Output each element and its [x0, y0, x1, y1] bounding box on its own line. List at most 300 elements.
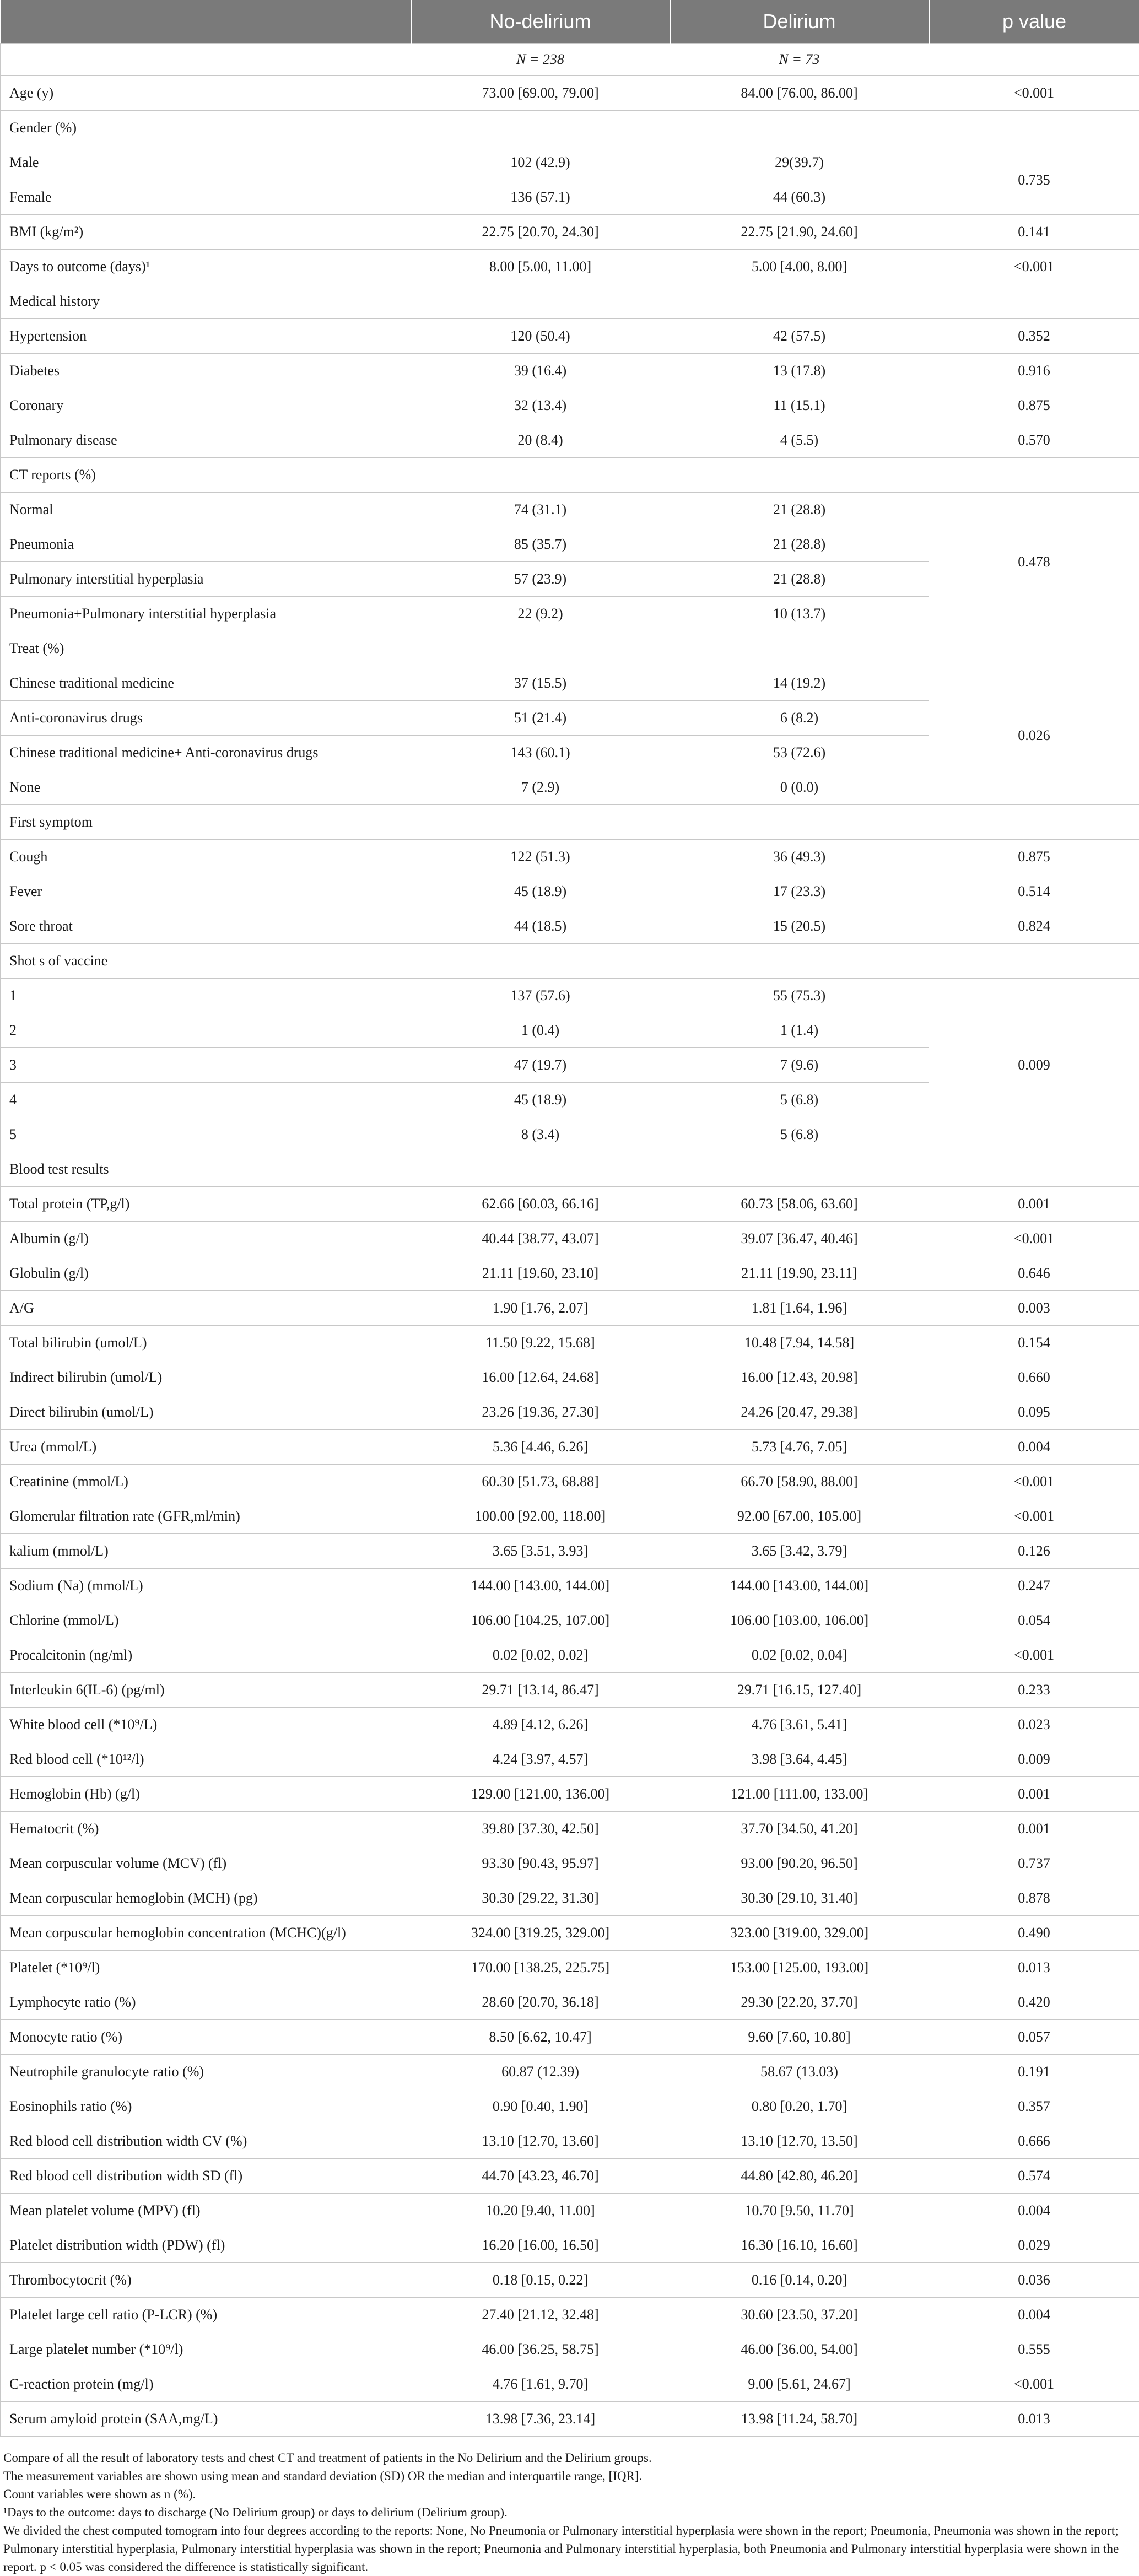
no-delirium-value: 40.44 [38.77, 43.07]	[411, 1222, 670, 1256]
no-delirium-value: 5.36 [4.46, 6.26]	[411, 1430, 670, 1465]
p-value: <0.001	[929, 250, 1139, 284]
no-delirium-value: 27.40 [21.12, 32.48]	[411, 2298, 670, 2332]
row-label: BMI (kg/m²)	[1, 215, 411, 250]
no-delirium-value: 60.30 [51.73, 68.88]	[411, 1465, 670, 1499]
delirium-value: 0.16 [0.14, 0.20]	[670, 2263, 929, 2298]
delirium-value: 9.00 [5.61, 24.67]	[670, 2367, 929, 2402]
row-label: Urea (mmol/L)	[1, 1430, 411, 1465]
no-delirium-value: 100.00 [92.00, 118.00]	[411, 1499, 670, 1534]
no-delirium-value: 28.60 [20.70, 36.18]	[411, 1985, 670, 2020]
delirium-value: 13 (17.8)	[670, 354, 929, 388]
no-delirium-value: 122 (51.3)	[411, 840, 670, 874]
p-value: 0.003	[929, 1291, 1139, 1326]
row-label: Chinese traditional medicine+ Anti-coronavirus drugs	[1, 736, 411, 770]
row-label: Indirect bilirubin (umol/L)	[1, 1360, 411, 1395]
p-value: 0.001	[929, 1187, 1139, 1222]
p-value: 0.054	[929, 1603, 1139, 1638]
p-value: 0.357	[929, 2089, 1139, 2124]
header-variable	[1, 0, 411, 44]
no-delirium-value: 10.20 [9.40, 11.00]	[411, 2194, 670, 2228]
table-row	[1, 215, 1139, 250]
p-value: 0.737	[929, 1846, 1139, 1881]
row-label: Red blood cell distribution width SD (fl)	[1, 2159, 411, 2194]
delirium-value: 92.00 [67.00, 105.00]	[670, 1499, 929, 1534]
delirium-value: 1 (1.4)	[670, 1013, 929, 1048]
no-delirium-value: 37 (15.5)	[411, 666, 670, 701]
delirium-value: 3.98 [3.64, 4.45]	[670, 1742, 929, 1777]
row-label: Sodium (Na) (mmol/L)	[1, 1569, 411, 1603]
p-value: 0.004	[929, 2194, 1139, 2228]
sample-size-p	[929, 44, 1139, 76]
delirium-value: 84.00 [76.00, 86.00]	[670, 76, 929, 111]
no-delirium-value: 22.75 [20.70, 24.30]	[411, 215, 670, 250]
p-value: 0.666	[929, 2124, 1139, 2159]
no-delirium-value: 23.26 [19.36, 27.30]	[411, 1395, 670, 1430]
row-label: Glomerular filtration rate (GFR,ml/min)	[1, 1499, 411, 1534]
p-value: 0.514	[929, 874, 1139, 909]
table-row	[1, 2402, 1139, 2437]
row-label: Pneumonia+Pulmonary interstitial hyperplasia	[1, 597, 411, 631]
no-delirium-value: 21.11 [19.60, 23.10]	[411, 1256, 670, 1291]
row-label: Cough	[1, 840, 411, 874]
row-label: Pulmonary interstitial hyperplasia	[1, 562, 411, 597]
table-row	[1, 909, 1139, 944]
no-delirium-value: 136 (57.1)	[411, 180, 670, 215]
p-value: 0.570	[929, 423, 1139, 458]
row-label: Mean platelet volume (MPV) (fl)	[1, 2194, 411, 2228]
sample-size-row	[1, 44, 1139, 76]
delirium-value: 55 (75.3)	[670, 979, 929, 1013]
row-label: Diabetes	[1, 354, 411, 388]
row-label: Pulmonary disease	[1, 423, 411, 458]
delirium-value: 4.76 [3.61, 5.41]	[670, 1708, 929, 1742]
p-value: 0.001	[929, 1777, 1139, 1812]
table-row	[1, 1777, 1139, 1812]
no-delirium-value: 102 (42.9)	[411, 145, 670, 180]
delirium-value: 66.70 [58.90, 88.00]	[670, 1465, 929, 1499]
row-label: Serum amyloid protein (SAA,mg/L)	[1, 2402, 411, 2437]
table-row	[1, 1708, 1139, 1742]
p-value: 0.878	[929, 1881, 1139, 1916]
row-label: kalium (mmol/L)	[1, 1534, 411, 1569]
delirium-value: 3.65 [3.42, 3.79]	[670, 1534, 929, 1569]
p-value: 0.735	[929, 145, 1139, 215]
no-delirium-value: 4.24 [3.97, 4.57]	[411, 1742, 670, 1777]
delirium-value: 53 (72.6)	[670, 736, 929, 770]
row-label: Normal	[1, 493, 411, 527]
no-delirium-value: 13.10 [12.70, 13.60]	[411, 2124, 670, 2159]
delirium-value: 58.67 (13.03)	[670, 2055, 929, 2089]
row-label: Red blood cell distribution width CV (%)	[1, 2124, 411, 2159]
p-value: 0.057	[929, 2020, 1139, 2055]
no-delirium-value: 106.00 [104.25, 107.00]	[411, 1603, 670, 1638]
note-5: We divided the chest computed tomogram into four degrees according to the reports: None, No Pneumonia or Pulmonary interstitial hyperplasia were shown in the report; Pneumonia, Pneumonia was shown in the report; Pulmonary interstitial hyperplasia, Pulmonary interstitial hyperplasia was shown in the report; Pneumonia and Pulmonary interstitial hyperplasia, both Pneumonia and Pulmonary interstitial hyperplasia were shown in the report. p < 0.05 was considered the difference is statistically significant.	[3, 2521, 1136, 2576]
p-value: 0.490	[929, 1916, 1139, 1951]
p-value: 0.875	[929, 388, 1139, 423]
table-row	[1, 319, 1139, 354]
delirium-value: 10.48 [7.94, 14.58]	[670, 1326, 929, 1360]
no-delirium-value: 39 (16.4)	[411, 354, 670, 388]
table-row	[1, 1256, 1139, 1291]
row-label: Female	[1, 180, 411, 215]
table-row	[1, 1187, 1139, 1222]
table-row	[1, 2124, 1139, 2159]
delirium-value: 29.30 [22.20, 37.70]	[670, 1985, 929, 2020]
row-label: Male	[1, 145, 411, 180]
section-p-empty	[929, 1152, 1139, 1187]
no-delirium-value: 51 (21.4)	[411, 701, 670, 736]
p-value: 0.009	[929, 1742, 1139, 1777]
row-label: Red blood cell (*10¹²/l)	[1, 1742, 411, 1777]
no-delirium-value: 44.70 [43.23, 46.70]	[411, 2159, 670, 2194]
p-value: 0.420	[929, 1985, 1139, 2020]
table-row	[1, 979, 1139, 1013]
table-row	[1, 874, 1139, 909]
p-value: 0.478	[929, 493, 1139, 631]
delirium-value: 37.70 [34.50, 41.20]	[670, 1812, 929, 1846]
no-delirium-value: 8.50 [6.62, 10.47]	[411, 2020, 670, 2055]
no-delirium-value: 45 (18.9)	[411, 1083, 670, 1117]
no-delirium-value: 3.65 [3.51, 3.93]	[411, 1534, 670, 1569]
delirium-value: 21 (28.8)	[670, 493, 929, 527]
row-label: White blood cell (*10⁹/L)	[1, 1708, 411, 1742]
no-delirium-value: 7 (2.9)	[411, 770, 670, 805]
section-label: Blood test results	[1, 1152, 929, 1187]
delirium-value: 15 (20.5)	[670, 909, 929, 944]
delirium-value: 1.81 [1.64, 1.96]	[670, 1291, 929, 1326]
delirium-value: 153.00 [125.00, 193.00]	[670, 1951, 929, 1985]
row-label: Chlorine (mmol/L)	[1, 1603, 411, 1638]
delirium-value: 323.00 [319.00, 329.00]	[670, 1916, 929, 1951]
row-label: Platelet large cell ratio (P-LCR) (%)	[1, 2298, 411, 2332]
p-value: 0.095	[929, 1395, 1139, 1430]
delirium-value: 29(39.7)	[670, 145, 929, 180]
note-2: The measurement variables are shown using mean and standard deviation (SD) OR the median and interquartile range, [IQR].	[3, 2467, 1136, 2485]
delirium-value: 30.30 [29.10, 31.40]	[670, 1881, 929, 1916]
delirium-value: 5.73 [4.76, 7.05]	[670, 1430, 929, 1465]
table-row	[1, 2194, 1139, 2228]
table-row	[1, 388, 1139, 423]
row-label: Direct bilirubin (umol/L)	[1, 1395, 411, 1430]
table-row	[1, 1916, 1139, 1951]
row-label: Mean corpuscular hemoglobin concentration (MCHC)(g/l)	[1, 1916, 411, 1951]
row-label: 5	[1, 1117, 411, 1152]
table-body	[1, 44, 1139, 2437]
row-label: Eosinophils ratio (%)	[1, 2089, 411, 2124]
p-value: 0.824	[929, 909, 1139, 944]
delirium-value: 29.71 [16.15, 127.40]	[670, 1673, 929, 1708]
section-row	[1, 944, 1139, 979]
table-row	[1, 1534, 1139, 1569]
row-label: Pneumonia	[1, 527, 411, 562]
delirium-value: 17 (23.3)	[670, 874, 929, 909]
no-delirium-value: 16.00 [12.64, 24.68]	[411, 1360, 670, 1395]
delirium-value: 22.75 [21.90, 24.60]	[670, 215, 929, 250]
p-value: 0.247	[929, 1569, 1139, 1603]
table-row	[1, 493, 1139, 527]
row-label: Sore throat	[1, 909, 411, 944]
table-row	[1, 1742, 1139, 1777]
section-p-empty	[929, 805, 1139, 840]
table-row	[1, 2089, 1139, 2124]
row-label: Anti-coronavirus drugs	[1, 701, 411, 736]
table-row	[1, 354, 1139, 388]
section-row	[1, 1152, 1139, 1187]
delirium-value: 4 (5.5)	[670, 423, 929, 458]
delirium-value: 36 (49.3)	[670, 840, 929, 874]
delirium-value: 21.11 [19.90, 23.11]	[670, 1256, 929, 1291]
header-row	[1, 0, 1139, 44]
table-row	[1, 840, 1139, 874]
table-row	[1, 1881, 1139, 1916]
no-delirium-value: 11.50 [9.22, 15.68]	[411, 1326, 670, 1360]
no-delirium-value: 0.90 [0.40, 1.90]	[411, 2089, 670, 2124]
table-row	[1, 1360, 1139, 1395]
table-row	[1, 1465, 1139, 1499]
section-row	[1, 111, 1139, 145]
section-label: Treat (%)	[1, 631, 929, 666]
delirium-value: 39.07 [36.47, 40.46]	[670, 1222, 929, 1256]
row-label: Fever	[1, 874, 411, 909]
section-row	[1, 631, 1139, 666]
section-label: Medical history	[1, 284, 929, 319]
row-label: Globulin (g/l)	[1, 1256, 411, 1291]
row-label: Albumin (g/l)	[1, 1222, 411, 1256]
p-value: 0.660	[929, 1360, 1139, 1395]
p-value: <0.001	[929, 2367, 1139, 2402]
no-delirium-value: 144.00 [143.00, 144.00]	[411, 1569, 670, 1603]
row-label: Procalcitonin (ng/ml)	[1, 1638, 411, 1673]
section-label: First symptom	[1, 805, 929, 840]
p-value: <0.001	[929, 1465, 1139, 1499]
sample-size-label	[1, 44, 411, 76]
delirium-value: 13.98 [11.24, 58.70]	[670, 2402, 929, 2437]
section-row	[1, 805, 1139, 840]
row-label: Total protein (TP,g/l)	[1, 1187, 411, 1222]
no-delirium-value: 85 (35.7)	[411, 527, 670, 562]
no-delirium-value: 46.00 [36.25, 58.75]	[411, 2332, 670, 2367]
no-delirium-value: 74 (31.1)	[411, 493, 670, 527]
row-label: 1	[1, 979, 411, 1013]
row-label: Hemoglobin (Hb) (g/l)	[1, 1777, 411, 1812]
no-delirium-value: 8 (3.4)	[411, 1117, 670, 1152]
section-label: Shot s of vaccine	[1, 944, 929, 979]
delirium-value: 106.00 [103.00, 106.00]	[670, 1603, 929, 1638]
no-delirium-value: 129.00 [121.00, 136.00]	[411, 1777, 670, 1812]
row-label: Platelet (*10⁹/l)	[1, 1951, 411, 1985]
table-row	[1, 2263, 1139, 2298]
no-delirium-value: 44 (18.5)	[411, 909, 670, 944]
delirium-value: 10 (13.7)	[670, 597, 929, 631]
no-delirium-value: 143 (60.1)	[411, 736, 670, 770]
table-row	[1, 666, 1139, 701]
no-delirium-value: 45 (18.9)	[411, 874, 670, 909]
no-delirium-value: 1 (0.4)	[411, 1013, 670, 1048]
no-delirium-value: 20 (8.4)	[411, 423, 670, 458]
row-label: None	[1, 770, 411, 805]
table-row	[1, 1291, 1139, 1326]
delirium-value: 24.26 [20.47, 29.38]	[670, 1395, 929, 1430]
delirium-value: 10.70 [9.50, 11.70]	[670, 2194, 929, 2228]
note-4: ¹Days to the outcome: days to discharge (No Delirium group) or days to delirium (Delirium group).	[3, 2503, 1136, 2521]
p-value: 0.004	[929, 1430, 1139, 1465]
delirium-value: 0.80 [0.20, 1.70]	[670, 2089, 929, 2124]
row-label: Platelet distribution width (PDW) (fl)	[1, 2228, 411, 2263]
p-value: 0.574	[929, 2159, 1139, 2194]
sample-size-no-delirium: N = 238	[411, 44, 670, 76]
delirium-value: 16.30 [16.10, 16.60]	[670, 2228, 929, 2263]
p-value: 0.916	[929, 354, 1139, 388]
no-delirium-value: 1.90 [1.76, 2.07]	[411, 1291, 670, 1326]
table-row	[1, 1395, 1139, 1430]
no-delirium-value: 8.00 [5.00, 11.00]	[411, 250, 670, 284]
no-delirium-value: 16.20 [16.00, 16.50]	[411, 2228, 670, 2263]
delirium-value: 16.00 [12.43, 20.98]	[670, 1360, 929, 1395]
table-row	[1, 2159, 1139, 2194]
table-row	[1, 1673, 1139, 1708]
p-value: 0.875	[929, 840, 1139, 874]
delirium-value: 144.00 [143.00, 144.00]	[670, 1569, 929, 1603]
delirium-value: 9.60 [7.60, 10.80]	[670, 2020, 929, 2055]
delirium-value: 5 (6.8)	[670, 1117, 929, 1152]
table-row	[1, 1326, 1139, 1360]
table-row	[1, 2020, 1139, 2055]
row-label: C-reaction protein (mg/l)	[1, 2367, 411, 2402]
p-value: 0.352	[929, 319, 1139, 354]
no-delirium-value: 39.80 [37.30, 42.50]	[411, 1812, 670, 1846]
no-delirium-value: 32 (13.4)	[411, 388, 670, 423]
table-row	[1, 1222, 1139, 1256]
row-label: Creatinine (mmol/L)	[1, 1465, 411, 1499]
p-value: 0.036	[929, 2263, 1139, 2298]
delirium-value: 44.80 [42.80, 46.20]	[670, 2159, 929, 2194]
row-label: Neutrophile granulocyte ratio (%)	[1, 2055, 411, 2089]
no-delirium-value: 57 (23.9)	[411, 562, 670, 597]
section-label: Gender (%)	[1, 111, 929, 145]
no-delirium-value: 22 (9.2)	[411, 597, 670, 631]
row-label: Coronary	[1, 388, 411, 423]
row-label: Large platelet number (*10⁹/l)	[1, 2332, 411, 2367]
section-label: CT reports (%)	[1, 458, 929, 493]
p-value: 0.013	[929, 2402, 1139, 2437]
no-delirium-value: 0.18 [0.15, 0.22]	[411, 2263, 670, 2298]
no-delirium-value: 30.30 [29.22, 31.30]	[411, 1881, 670, 1916]
delirium-value: 13.10 [12.70, 13.50]	[670, 2124, 929, 2159]
table-row	[1, 2332, 1139, 2367]
no-delirium-value: 4.89 [4.12, 6.26]	[411, 1708, 670, 1742]
p-value: <0.001	[929, 1222, 1139, 1256]
header-p-value: p value	[929, 0, 1139, 44]
no-delirium-value: 4.76 [1.61, 9.70]	[411, 2367, 670, 2402]
table-row	[1, 423, 1139, 458]
delirium-value: 121.00 [111.00, 133.00]	[670, 1777, 929, 1812]
no-delirium-value: 170.00 [138.25, 225.75]	[411, 1951, 670, 1985]
section-p-empty	[929, 284, 1139, 319]
delirium-value: 7 (9.6)	[670, 1048, 929, 1083]
row-label: 2	[1, 1013, 411, 1048]
note-3: Count variables were shown as n (%).	[3, 2485, 1136, 2503]
delirium-value: 0 (0.0)	[670, 770, 929, 805]
p-value: 0.126	[929, 1534, 1139, 1569]
p-value: 0.555	[929, 2332, 1139, 2367]
row-label: Monocyte ratio (%)	[1, 2020, 411, 2055]
table-row	[1, 1985, 1139, 2020]
p-value: 0.646	[929, 1256, 1139, 1291]
header-no-delirium: No-delirium	[411, 0, 670, 44]
table-row	[1, 2367, 1139, 2402]
delirium-value: 46.00 [36.00, 54.00]	[670, 2332, 929, 2367]
delirium-value: 5.00 [4.00, 8.00]	[670, 250, 929, 284]
p-value: 0.009	[929, 979, 1139, 1152]
note-1: Compare of all the result of laboratory tests and chest CT and treatment of patients in the No Delirium and the Delirium groups.	[3, 2449, 1136, 2467]
table-row	[1, 1430, 1139, 1465]
row-label: Mean corpuscular volume (MCV) (fl)	[1, 1846, 411, 1881]
no-delirium-value: 93.30 [90.43, 95.97]	[411, 1846, 670, 1881]
p-value: 0.004	[929, 2298, 1139, 2332]
p-value: 0.029	[929, 2228, 1139, 2263]
table-row	[1, 76, 1139, 111]
row-label: Age (y)	[1, 76, 411, 111]
no-delirium-value: 13.98 [7.36, 23.14]	[411, 2402, 670, 2437]
delirium-value: 11 (15.1)	[670, 388, 929, 423]
sample-size-delirium: N = 73	[670, 44, 929, 76]
p-value: 0.001	[929, 1812, 1139, 1846]
table-row	[1, 2298, 1139, 2332]
row-label: Mean corpuscular hemoglobin (MCH) (pg)	[1, 1881, 411, 1916]
delirium-value: 21 (28.8)	[670, 527, 929, 562]
no-delirium-value: 120 (50.4)	[411, 319, 670, 354]
row-label: Days to outcome (days)¹	[1, 250, 411, 284]
p-value: 0.026	[929, 666, 1139, 805]
delirium-value: 6 (8.2)	[670, 701, 929, 736]
p-value: 0.013	[929, 1951, 1139, 1985]
no-delirium-value: 47 (19.7)	[411, 1048, 670, 1083]
table-notes	[0, 2449, 1139, 2576]
row-label: 4	[1, 1083, 411, 1117]
table-row	[1, 2055, 1139, 2089]
row-label: Lymphocyte ratio (%)	[1, 1985, 411, 2020]
no-delirium-value: 29.71 [13.14, 86.47]	[411, 1673, 670, 1708]
no-delirium-value: 137 (57.6)	[411, 979, 670, 1013]
header-delirium: Delirium	[670, 0, 929, 44]
row-label: Hematocrit (%)	[1, 1812, 411, 1846]
delirium-value: 14 (19.2)	[670, 666, 929, 701]
table-row	[1, 1812, 1139, 1846]
row-label: Interleukin 6(IL-6) (pg/ml)	[1, 1673, 411, 1708]
delirium-value: 21 (28.8)	[670, 562, 929, 597]
p-value: <0.001	[929, 1638, 1139, 1673]
section-row	[1, 284, 1139, 319]
p-value: 0.233	[929, 1673, 1139, 1708]
table-row	[1, 1638, 1139, 1673]
section-row	[1, 458, 1139, 493]
table-row	[1, 145, 1139, 180]
delirium-value: 30.60 [23.50, 37.20]	[670, 2298, 929, 2332]
row-label: Total bilirubin (umol/L)	[1, 1326, 411, 1360]
table-row	[1, 1499, 1139, 1534]
table-row	[1, 1569, 1139, 1603]
table-row	[1, 2228, 1139, 2263]
p-value: 0.023	[929, 1708, 1139, 1742]
delirium-value: 0.02 [0.02, 0.04]	[670, 1638, 929, 1673]
row-label: Thrombocytocrit (%)	[1, 2263, 411, 2298]
no-delirium-value: 60.87 (12.39)	[411, 2055, 670, 2089]
delirium-value: 42 (57.5)	[670, 319, 929, 354]
row-label: A/G	[1, 1291, 411, 1326]
delirium-value: 44 (60.3)	[670, 180, 929, 215]
p-value: 0.154	[929, 1326, 1139, 1360]
p-value: <0.001	[929, 76, 1139, 111]
